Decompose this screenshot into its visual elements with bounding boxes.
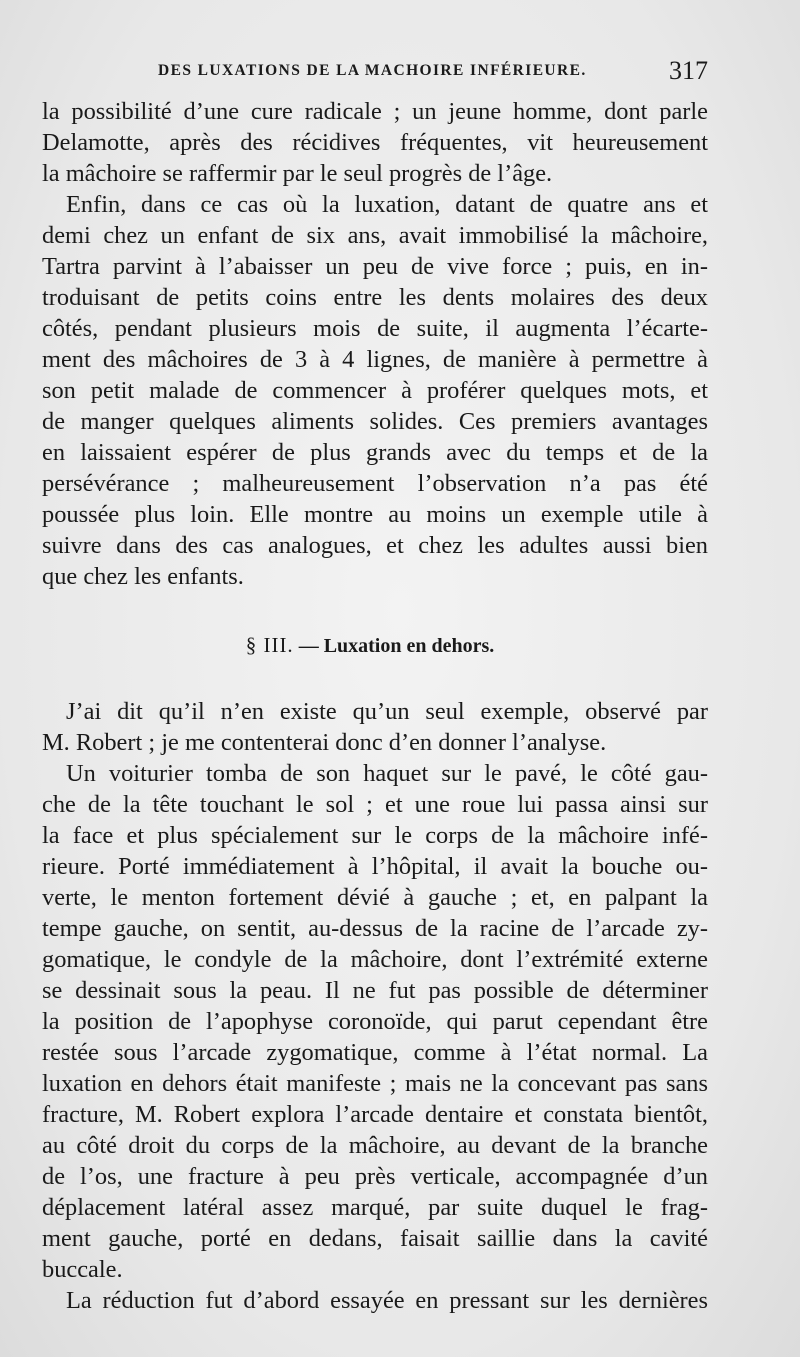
- text-line: son petit malade de commencer à proférer quelques mots, et: [42, 377, 708, 404]
- text-line: côtés, pendant plusieurs mois de suite, il augmenta l’écarte-: [42, 315, 708, 342]
- text-line: de l’os, une fracture à peu près verticale, accompagnée d’un: [42, 1163, 708, 1190]
- text-line: en laissaient espérer de plus grands avec du temps et de la: [42, 439, 708, 466]
- paragraph-block-2: [42, 696, 708, 1316]
- text-line: persévérance ; malheureusement l’observation n’a pas été: [42, 470, 708, 497]
- text-line: poussée plus loin. Elle montre au moins un exemple utile à: [42, 501, 708, 528]
- text-line: de manger quelques aliments solides. Ces premiers avantages: [42, 408, 708, 435]
- text-line: se dessinait sous la peau. Il ne fut pas possible de déterminer: [42, 977, 708, 1004]
- text-line: Delamotte, après des récidives fréquentes, vit heureusement: [42, 129, 708, 156]
- paragraph-block-1: [42, 96, 708, 592]
- page-number: 317: [669, 56, 708, 85]
- text-line: Un voiturier tomba de son haquet sur le pavé, le côté gau-: [66, 760, 708, 787]
- running-head: [40, 58, 710, 88]
- section-title: Luxation en dehors.: [323, 635, 495, 657]
- text-line: buccale.: [42, 1256, 123, 1283]
- text-line: que chez les enfants.: [42, 563, 244, 590]
- section-dash: —: [298, 635, 319, 657]
- text-line: luxation en dehors était manifeste ; mais ne la concevant pas sans: [42, 1070, 708, 1097]
- text-line: rieure. Porté immédiatement à l’hôpital, il avait la bouche ou-: [42, 853, 708, 880]
- section-number: § III.: [245, 633, 294, 657]
- text-line: verte, le menton fortement dévié à gauche ; et, en palpant la: [42, 884, 708, 911]
- text-line: la position de l’apophyse coronoïde, qui parut cependant être: [42, 1008, 708, 1035]
- text-line: fracture, M. Robert explora l’arcade dentaire et constata bientôt,: [42, 1101, 708, 1128]
- running-title: DES LUXATIONS DE LA MACHOIRE INFÉRIEURE.: [158, 62, 587, 79]
- text-line: troduisant de petits coins entre les dents molaires des deux: [42, 284, 708, 311]
- text-line: gomatique, le condyle de la mâchoire, dont l’extrémité externe: [42, 946, 708, 973]
- text-line: ment des mâchoires de 3 à 4 lignes, de manière à permettre à: [42, 346, 708, 373]
- text-line: suivre dans des cas analogues, et chez les adultes aussi bien: [42, 532, 708, 559]
- text-line: tempe gauche, on sentit, au-dessus de la racine de l’arcade zy-: [42, 915, 708, 942]
- text-line: déplacement latéral assez marqué, par suite duquel le frag-: [42, 1194, 708, 1221]
- text-line: restée sous l’arcade zygomatique, comme à l’état normal. La: [42, 1039, 708, 1066]
- text-line: la face et plus spécialement sur le corps de la mâchoire infé-: [42, 822, 708, 849]
- text-line: Tartra parvint à l’abaisser un peu de vive force ; puis, en in-: [42, 253, 708, 280]
- text-line: Enfin, dans ce cas où la luxation, datant de quatre ans et: [66, 191, 708, 218]
- text-line: ment gauche, porté en dedans, faisait saillie dans la cavité: [42, 1225, 708, 1252]
- text-line: la mâchoire se raffermir par le seul progrès de l’âge.: [42, 160, 553, 187]
- text-line: J’ai dit qu’il n’en existe qu’un seul exemple, observé par: [66, 698, 708, 725]
- text-line: demi chez un enfant de six ans, avait immobilisé la mâchoire,: [42, 222, 708, 249]
- section-heading: [0, 633, 740, 658]
- text-line: La réduction fut d’abord essayée en pressant sur les dernières: [66, 1287, 708, 1314]
- text-line: M. Robert ; je me contenterai donc d’en donner l’analyse.: [42, 729, 607, 756]
- text-line: au côté droit du corps de la mâchoire, au devant de la branche: [42, 1132, 708, 1159]
- text-line: la possibilité d’une cure radicale ; un jeune homme, dont parle: [42, 98, 708, 125]
- text-line: che de la tête touchant le sol ; et une roue lui passa ainsi sur: [42, 791, 708, 818]
